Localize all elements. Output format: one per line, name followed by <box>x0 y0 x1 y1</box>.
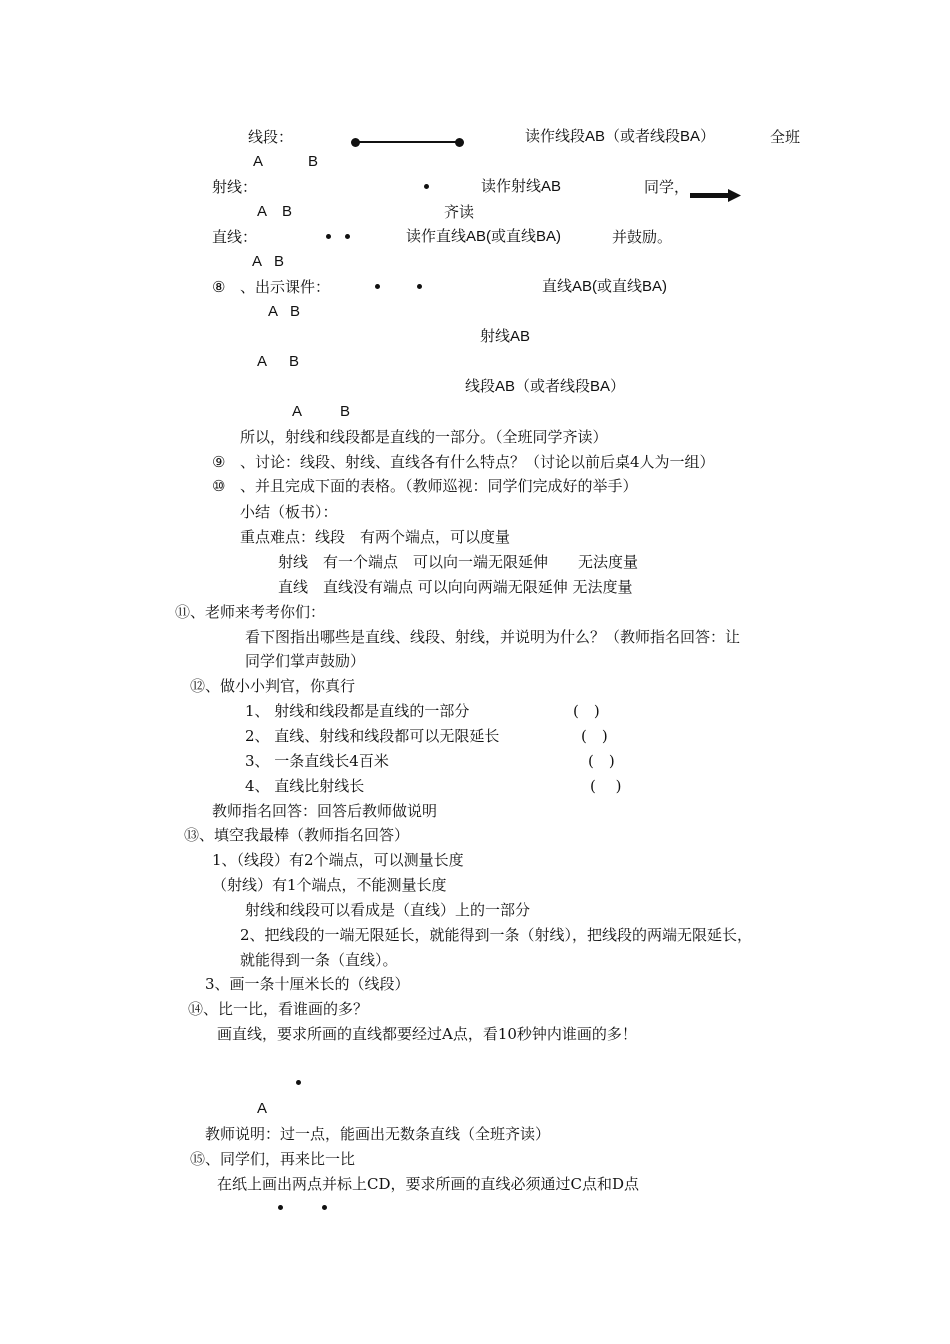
segment-read-text: 读作线段AB（或者线段BA） <box>525 128 716 145</box>
ray-point-a: A <box>257 203 268 220</box>
summary-row-segment: 重点难点：线段 有两个端点，可以度量 <box>240 528 511 546</box>
item15-dot-d <box>322 1205 327 1210</box>
item14-note: 教师说明：过一点，能画出无数条直线（全班齐读） <box>205 1125 551 1143</box>
summary-title: 小结（板书）： <box>240 503 338 521</box>
segment-label: 线段： <box>248 128 294 146</box>
item15-title: ⑮、同学们，再来比一比 <box>190 1150 356 1168</box>
ray-label: 射线： <box>212 178 258 196</box>
line-figure-dot-b <box>345 234 350 239</box>
line-label: 直线： <box>212 228 258 246</box>
item13-line3: 射线和线段可以看成是（直线）上的一部分 <box>245 901 531 919</box>
item12-question-1: 1、 射线和线段都是直线的一部分 <box>245 702 470 720</box>
item12-question-4: 4、 直线比射线长 <box>245 777 365 795</box>
item15-text: 在纸上画出两点并标上CD，要求所画的直线必须通过C点和D点 <box>217 1175 640 1193</box>
courseware-line-point-a: A <box>268 303 279 320</box>
item12-answer-1: ( ) <box>573 702 600 720</box>
item10-text: 、并且完成下面的表格。（教师巡视：同学们完成好的举手） <box>240 477 638 495</box>
item11-line1: 看下图指出哪些是直线、线段、射线，并说明为什么？（教师指名回答：让 <box>245 628 741 646</box>
side-note-1: 全班 <box>770 128 801 146</box>
segment-figure-line <box>356 141 460 143</box>
line-point-a: A <box>252 253 263 270</box>
item11-title: ⑪、老师来考考你们： <box>175 603 326 621</box>
item14-point-dot <box>296 1080 301 1085</box>
courseware-label: 、出示课件： <box>240 278 331 296</box>
item12-answer-4: ( ) <box>590 777 622 795</box>
courseware-line-point-b: B <box>290 303 301 320</box>
item12-title: ⑫、做小小判官，你真行 <box>190 677 356 695</box>
segment-endpoint-a <box>351 138 360 147</box>
courseware-number: ⑧ <box>212 278 226 296</box>
ray-point-b: B <box>282 203 293 220</box>
line-read-text: 读作直线AB(或直线BA) <box>406 228 562 245</box>
item15-dot-c <box>278 1205 283 1210</box>
segment-endpoint-b <box>455 138 464 147</box>
side-note-2: 同学， <box>644 178 690 196</box>
item12-answer-3: ( ) <box>588 752 615 770</box>
summary-row-line: 直线 直线没有端点 可以向向两端无限延伸 无法度量 <box>278 578 633 596</box>
item13-line1: 1、（线段）有2个端点，可以测量长度 <box>212 851 464 869</box>
ray-figure-dot <box>424 184 429 189</box>
item11-line2: 同学们掌声鼓励） <box>245 652 366 670</box>
courseware-segment-point-a: A <box>292 403 303 420</box>
item13-line2: （射线）有1个端点，不能测量长度 <box>212 876 447 894</box>
side-note-3: 齐读 <box>444 203 475 221</box>
item13-line5: 就能得到一条（直线）。 <box>240 951 398 969</box>
item9-number: ⑨ <box>212 453 226 471</box>
side-note-4: 并鼓励。 <box>612 228 673 246</box>
courseware-ray-name: 射线AB <box>480 328 531 345</box>
item14-text: 画直线，要求所画的直线都要经过A点，看10秒钟内谁画的多！ <box>217 1025 637 1043</box>
item13-title: ⑬、填空我最棒（教师指名回答） <box>184 826 410 844</box>
arrow-right-icon <box>690 188 742 204</box>
courseware-line-name: 直线AB(或直线BA) <box>542 278 668 295</box>
line-figure-dot-a <box>326 234 331 239</box>
segment-point-b: B <box>308 153 319 170</box>
item9-text: 、讨论：线段、射线、直线各有什么特点？（讨论以前后桌4人为一组） <box>240 453 715 471</box>
item12-note: 教师指名回答：回答后教师做说明 <box>212 802 438 820</box>
item10-number: ⑩ <box>212 477 226 495</box>
courseware-ray-point-b: B <box>289 353 300 370</box>
courseware-dot-b <box>417 284 422 289</box>
courseware-ray-point-a: A <box>257 353 268 370</box>
segment-point-a: A <box>253 153 264 170</box>
item13-line6: 3、画一条十厘米长的（线段） <box>205 975 410 993</box>
item14-title: ⑭、比一比，看谁画的多？ <box>188 1000 369 1018</box>
item12-question-2: 2、 直线、射线和线段都可以无限延长 <box>245 727 500 745</box>
item13-line4: 2、把线段的一端无限延长，就能得到一条（射线），把线段的两端无限延长， <box>240 926 753 944</box>
courseware-dot-a <box>375 284 380 289</box>
line-point-b: B <box>274 253 285 270</box>
courseware-segment-point-b: B <box>340 403 351 420</box>
item12-answer-2: ( ) <box>581 727 608 745</box>
summary-row-ray: 射线 有一个端点 可以向一端无限延伸 无法度量 <box>278 553 639 571</box>
item12-question-3: 3、 一条直线长4百米 <box>245 752 389 770</box>
courseware-segment-name: 线段AB（或者线段BA） <box>465 378 626 395</box>
conclusion-text: 所以，射线和线段都是直线的一部分。（全班同学齐读） <box>240 428 608 446</box>
item14-point-label: A <box>257 1100 268 1117</box>
ray-read-text: 读作射线AB <box>481 178 562 195</box>
